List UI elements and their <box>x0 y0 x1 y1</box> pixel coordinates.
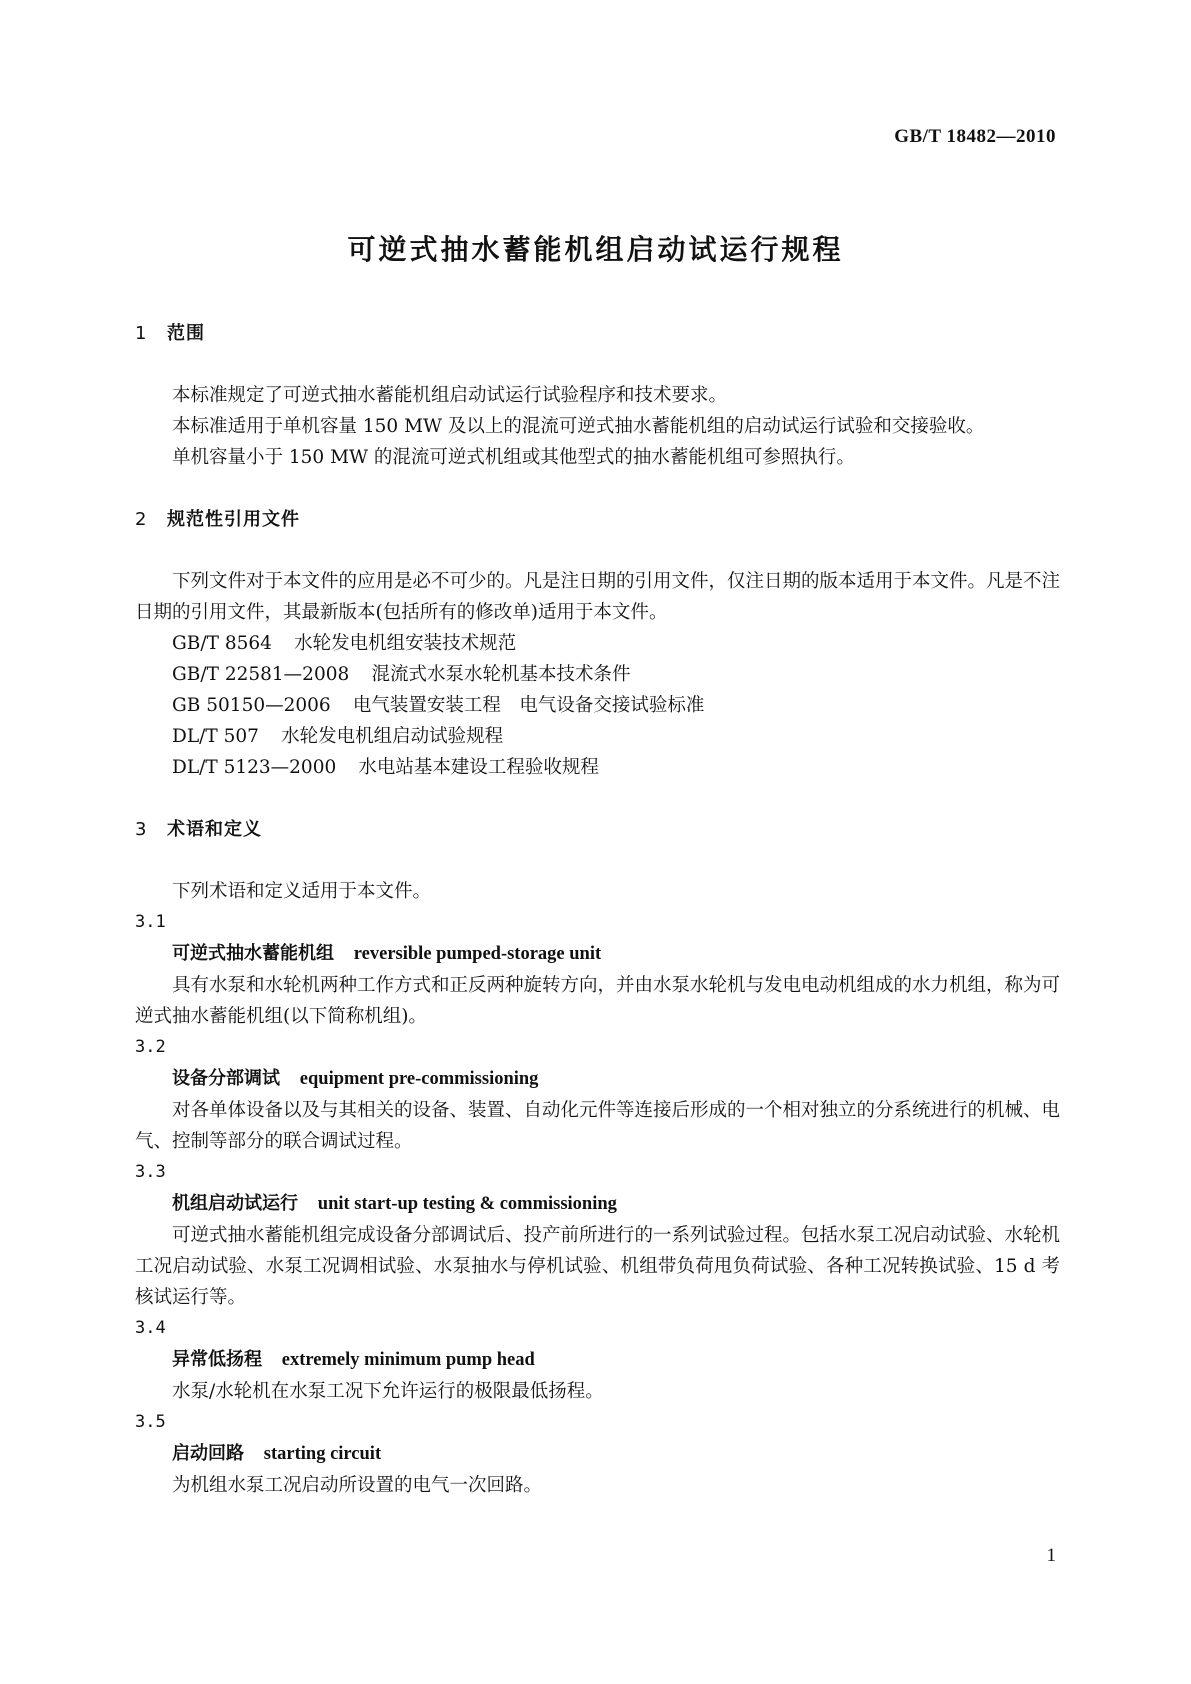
term-heading <box>135 1344 1060 1376</box>
term-definition: 具有水泵和水轮机两种工作方式和正反两种旋转方向，并由水泵水轮机与发电电动机组成的水力机组，称为可逆式抽水蓄能机组(以下简称机组)。 <box>135 975 1061 1027</box>
term-heading <box>135 938 1060 970</box>
term-chinese: 异常低扬程 <box>172 1349 262 1370</box>
section-3-heading <box>135 814 1060 845</box>
term-definition: 水泵/水轮机在水泵工况下允许运行的极限最低扬程。 <box>172 1381 604 1402</box>
reference-item <box>135 659 1060 690</box>
paragraph: 本标准规定了可逆式抽水蓄能机组启动试运行试验程序和技术要求。 <box>172 385 728 406</box>
section-number: 1 <box>135 323 148 344</box>
reference-name: 水轮发电机组安装技术规范 <box>294 633 517 654</box>
term-number: 3.3 <box>135 1162 166 1182</box>
section-title: 范围 <box>167 323 205 344</box>
section-1-heading <box>135 318 1060 349</box>
term-chinese: 设备分部调试 <box>172 1068 280 1089</box>
document-title: 可逆式抽水蓄能机组启动试运行规程 <box>347 233 844 266</box>
standard-code: GB/T 18482—2010 <box>894 126 1056 147</box>
term-definition: 对各单体设备以及与其相关的设备、装置、自动化元件等连接后形成的一个相对独立的分系统进行的机械、电气、控制等部分的联合调试过程。 <box>135 1100 1061 1152</box>
section-number: 3 <box>135 819 148 840</box>
reference-name: 水轮发电机组启动试验规程 <box>281 726 504 747</box>
section-2-heading <box>135 504 1060 535</box>
reference-code: GB/T 8564 <box>172 633 272 654</box>
term-number: 3.1 <box>135 912 166 932</box>
term-chinese: 机组启动试运行 <box>172 1193 298 1214</box>
section-title: 术语和定义 <box>167 819 262 840</box>
term-number: 3.4 <box>135 1318 166 1338</box>
section-number: 2 <box>135 509 148 530</box>
term-number: 3.2 <box>135 1037 166 1057</box>
term-english: equipment pre-commissioning <box>299 1069 539 1089</box>
term-english: reversible pumped-storage unit <box>353 944 602 964</box>
paragraph: 本标准适用于单机容量 150 MW 及以上的混流可逆式抽水蓄能机组的启动试运行试验和交接验收。 <box>172 416 985 437</box>
term-heading <box>135 1438 1060 1470</box>
page-number: 1 <box>1046 1545 1056 1566</box>
term-english: unit start-up testing & commissioning <box>317 1194 617 1214</box>
term-chinese: 启动回路 <box>172 1443 244 1464</box>
term-chinese: 可逆式抽水蓄能机组 <box>172 943 334 964</box>
reference-item <box>135 752 1060 783</box>
reference-name: 混流式水泵水轮机基本技术条件 <box>371 664 631 685</box>
paragraph: 下列文件对于本文件的应用是必不可少的。凡是注日期的引用文件，仅注日期的版本适用于本文件。凡是不注日期的引用文件，其最新版本(包括所有的修改单)适用于本文件。 <box>135 571 1061 623</box>
reference-item <box>135 721 1060 752</box>
reference-name: 电气装置安装工程 电气设备交接试验标准 <box>352 695 705 716</box>
term-english: starting circuit <box>263 1444 382 1464</box>
reference-code: GB 50150—2006 <box>172 695 331 716</box>
term-definition: 为机组水泵工况启动所设置的电气一次回路。 <box>172 1475 543 1496</box>
reference-code: DL/T 5123—2000 <box>172 757 337 778</box>
reference-item <box>135 690 1060 721</box>
reference-code: DL/T 507 <box>172 726 259 747</box>
term-definition: 可逆式抽水蓄能机组完成设备分部调试后、投产前所进行的一系列试验过程。包括水泵工况启动试验、水轮机工况启动试验、水泵工况调相试验、水泵抽水与停机试验、机组带负荷甩负荷试验、各种工况转换试验、15 d 考核试运行等。 <box>135 1225 1061 1308</box>
term-heading <box>135 1063 1060 1095</box>
section-title: 规范性引用文件 <box>167 509 300 530</box>
paragraph: 单机容量小于 150 MW 的混流可逆式机组或其他型式的抽水蓄能机组可参照执行。 <box>172 447 855 468</box>
reference-item <box>135 628 1060 659</box>
document-body <box>135 318 1060 1501</box>
reference-code: GB/T 22581—2008 <box>172 664 350 685</box>
term-heading <box>135 1188 1060 1220</box>
term-english: extremely minimum pump head <box>281 1350 535 1370</box>
paragraph: 下列术语和定义适用于本文件。 <box>172 881 432 902</box>
reference-name: 水电站基本建设工程验收规程 <box>358 757 599 778</box>
term-number: 3.5 <box>135 1412 166 1432</box>
